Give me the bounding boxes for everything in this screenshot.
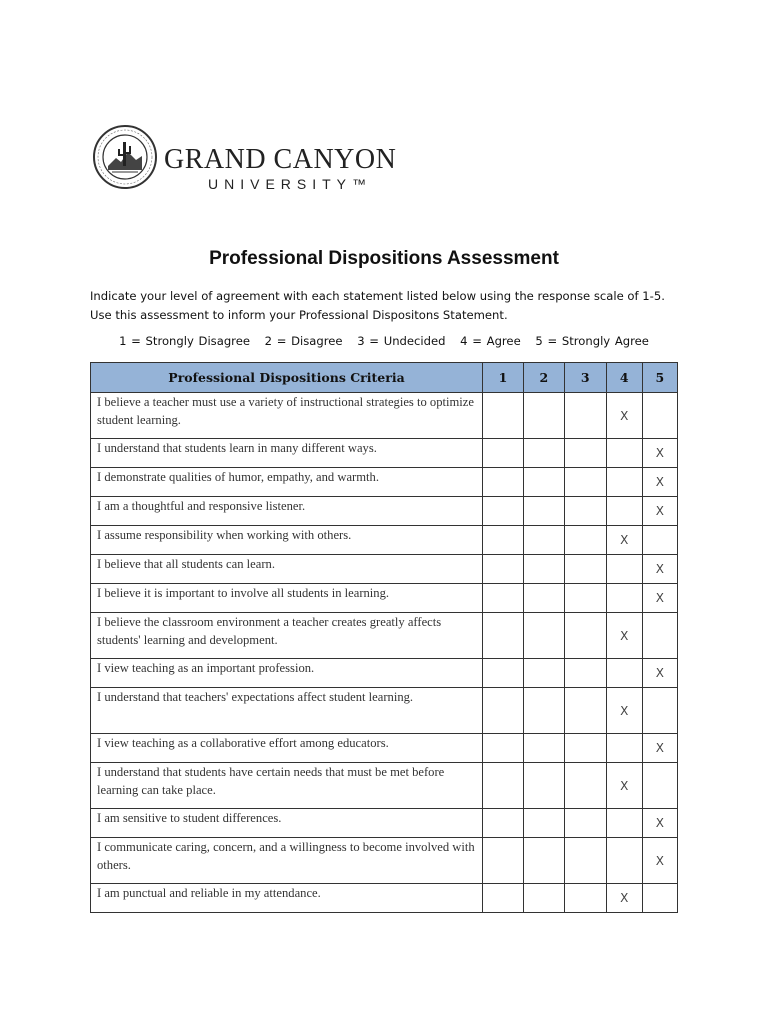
table-row xyxy=(91,526,678,555)
rating-cell-4 xyxy=(606,838,642,884)
criteria-statement: I view teaching as an important profession. xyxy=(91,659,483,688)
table-body xyxy=(91,393,678,913)
rating-cell-2 xyxy=(523,688,564,734)
table-row xyxy=(91,555,678,584)
criteria-statement: I am a thoughtful and responsive listener. xyxy=(91,497,483,526)
rating-cell-2 xyxy=(523,555,564,584)
rating-cell-4 xyxy=(606,555,642,584)
rating-cell-2 xyxy=(523,439,564,468)
criteria-statement: I understand that students learn in many different ways. xyxy=(91,439,483,468)
university-seal-icon xyxy=(92,122,158,192)
header-rating-4: 4 xyxy=(606,363,642,393)
rating-cell-3 xyxy=(564,613,606,659)
rating-cell-2 xyxy=(523,659,564,688)
rating-cell-3 xyxy=(564,526,606,555)
rating-cell-2 xyxy=(523,763,564,809)
scale-item-5: 5 = Strongly Agree xyxy=(535,334,649,348)
rating-mark: X xyxy=(606,613,642,659)
rating-cell-3 xyxy=(564,884,606,913)
criteria-statement: I communicate caring, concern, and a willingness to become involved with others. xyxy=(91,838,483,884)
table-row xyxy=(91,838,678,884)
rating-cell-3 xyxy=(564,763,606,809)
rating-cell-2 xyxy=(523,613,564,659)
table-row xyxy=(91,468,678,497)
rating-cell-4 xyxy=(606,809,642,838)
rating-cell-4 xyxy=(606,734,642,763)
rating-mark: X xyxy=(642,439,677,468)
scale-item-2: 2 = Disagree xyxy=(264,334,343,348)
rating-cell-1 xyxy=(482,613,523,659)
rating-cell-3 xyxy=(564,468,606,497)
rating-cell-1 xyxy=(482,393,523,439)
rating-mark: X xyxy=(606,688,642,734)
rating-cell-5 xyxy=(642,393,677,439)
rating-cell-3 xyxy=(564,809,606,838)
rating-cell-1 xyxy=(482,584,523,613)
rating-cell-2 xyxy=(523,393,564,439)
rating-cell-4 xyxy=(606,584,642,613)
header-rating-1: 1 xyxy=(482,363,523,393)
table-row xyxy=(91,613,678,659)
criteria-statement: I believe it is important to involve all students in learning. xyxy=(91,584,483,613)
table-row xyxy=(91,884,678,913)
criteria-statement: I believe the classroom environment a teacher creates greatly affects students' learning and development. xyxy=(91,613,483,659)
rating-mark: X xyxy=(606,393,642,439)
table-row xyxy=(91,439,678,468)
scale-item-4: 4 = Agree xyxy=(460,334,521,348)
rating-mark: X xyxy=(606,884,642,913)
rating-cell-4 xyxy=(606,439,642,468)
header-rating-2: 2 xyxy=(523,363,564,393)
criteria-statement: I view teaching as a collaborative effort among educators. xyxy=(91,734,483,763)
rating-cell-1 xyxy=(482,838,523,884)
university-logo xyxy=(92,122,402,194)
rating-cell-1 xyxy=(482,734,523,763)
criteria-statement: I assume responsibility when working with others. xyxy=(91,526,483,555)
scale-item-1: 1 = Strongly Disagree xyxy=(119,334,250,348)
rating-cell-1 xyxy=(482,688,523,734)
table-row xyxy=(91,584,678,613)
rating-cell-1 xyxy=(482,809,523,838)
table-row xyxy=(91,688,678,734)
rating-cell-3 xyxy=(564,497,606,526)
rating-cell-5 xyxy=(642,763,677,809)
header-rating-3: 3 xyxy=(564,363,606,393)
rating-mark: X xyxy=(642,555,677,584)
rating-mark: X xyxy=(642,468,677,497)
rating-cell-1 xyxy=(482,439,523,468)
rating-mark: X xyxy=(642,838,677,884)
table-row xyxy=(91,809,678,838)
rating-cell-4 xyxy=(606,468,642,497)
rating-cell-3 xyxy=(564,734,606,763)
rating-cell-1 xyxy=(482,555,523,584)
table-row xyxy=(91,763,678,809)
rating-cell-4 xyxy=(606,659,642,688)
rating-cell-4 xyxy=(606,497,642,526)
rating-cell-3 xyxy=(564,838,606,884)
rating-cell-1 xyxy=(482,884,523,913)
table-row xyxy=(91,393,678,439)
rating-cell-2 xyxy=(523,584,564,613)
rating-cell-1 xyxy=(482,468,523,497)
rating-mark: X xyxy=(606,763,642,809)
criteria-statement: I understand that teachers' expectations affect student learning. xyxy=(91,688,483,734)
table-row xyxy=(91,497,678,526)
table-header-row xyxy=(91,363,678,393)
response-scale xyxy=(0,334,768,348)
table-row xyxy=(91,659,678,688)
header-criteria: Professional Dispositions Criteria xyxy=(91,363,483,393)
rating-cell-5 xyxy=(642,688,677,734)
rating-cell-3 xyxy=(564,659,606,688)
rating-mark: X xyxy=(642,809,677,838)
rating-cell-3 xyxy=(564,393,606,439)
table-row xyxy=(91,734,678,763)
rating-cell-2 xyxy=(523,884,564,913)
rating-cell-5 xyxy=(642,884,677,913)
rating-cell-3 xyxy=(564,688,606,734)
criteria-statement: I demonstrate qualities of humor, empathy, and warmth. xyxy=(91,468,483,497)
rating-cell-1 xyxy=(482,763,523,809)
rating-cell-3 xyxy=(564,555,606,584)
rating-mark: X xyxy=(642,734,677,763)
criteria-statement: I understand that students have certain needs that must be met before learning can take place. xyxy=(91,763,483,809)
page-title: Professional Dispositions Assessment xyxy=(209,248,559,269)
header-rating-5: 5 xyxy=(642,363,677,393)
rating-mark: X xyxy=(642,497,677,526)
criteria-statement: I believe a teacher must use a variety of instructional strategies to optimize student learning. xyxy=(91,393,483,439)
rating-cell-2 xyxy=(523,809,564,838)
rating-cell-2 xyxy=(523,468,564,497)
rating-cell-2 xyxy=(523,497,564,526)
rating-mark: X xyxy=(642,659,677,688)
logo-name-line2: UNIVERSITY™ xyxy=(208,176,373,192)
criteria-statement: I am punctual and reliable in my attendance. xyxy=(91,884,483,913)
rating-cell-1 xyxy=(482,659,523,688)
rating-cell-2 xyxy=(523,526,564,555)
rating-cell-1 xyxy=(482,526,523,555)
rating-cell-1 xyxy=(482,497,523,526)
instructions-text: Indicate your level of agreement with each statement listed below using the response scale of 1-5. Use this assessment to inform your Professional Dispositons Statement. xyxy=(90,289,665,322)
rating-cell-2 xyxy=(523,838,564,884)
rating-cell-3 xyxy=(564,584,606,613)
rating-cell-5 xyxy=(642,526,677,555)
dispositions-table xyxy=(90,362,678,913)
rating-mark: X xyxy=(642,584,677,613)
criteria-statement: I believe that all students can learn. xyxy=(91,555,483,584)
rating-mark: X xyxy=(606,526,642,555)
logo-name-line1: GRAND CANYON xyxy=(164,144,397,175)
rating-cell-5 xyxy=(642,613,677,659)
criteria-statement: I am sensitive to student differences. xyxy=(91,809,483,838)
scale-item-3: 3 = Undecided xyxy=(357,334,446,348)
rating-cell-2 xyxy=(523,734,564,763)
rating-cell-3 xyxy=(564,439,606,468)
